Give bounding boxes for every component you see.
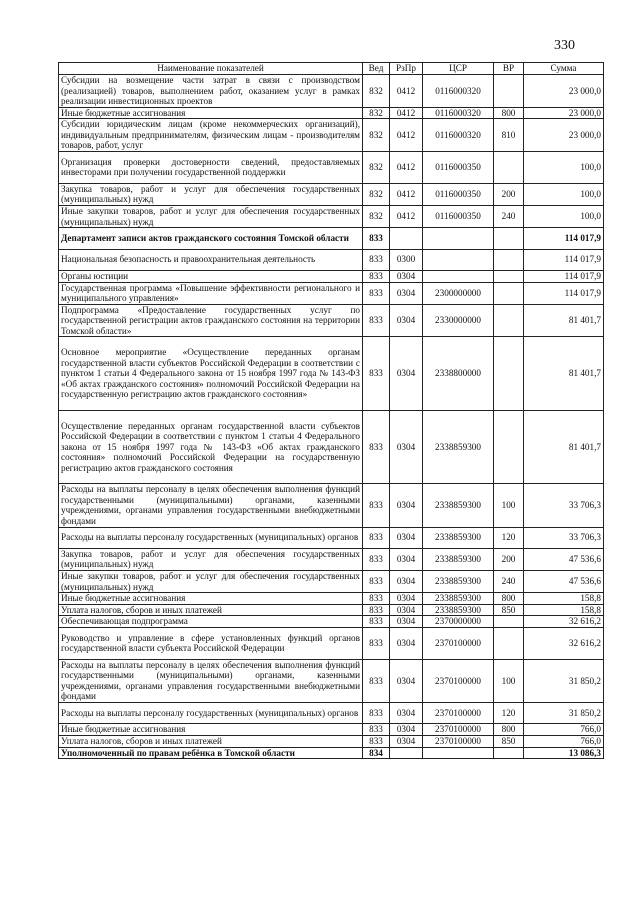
cell-vr: 120	[494, 527, 524, 548]
cell-rzpr: 0304	[390, 604, 423, 616]
cell-rzpr: 0304	[390, 548, 423, 570]
cell-sum: 23 000,0	[524, 119, 604, 152]
cell-rzpr: 0412	[390, 75, 423, 108]
cell-sum: 47 536,6	[524, 571, 604, 593]
table-row	[59, 747, 604, 759]
cell-name: Субсидии на возмещение части затрат в связи с производством (реализацией) товаров, выполнением работ, оказанием услуг в рамках реализации инвестиционных проектов	[59, 75, 363, 108]
cell-rzpr: 0300	[390, 249, 423, 270]
cell-ved: 833	[363, 659, 390, 702]
cell-name: Иные бюджетные ассигнования	[59, 724, 363, 736]
cell-vr: 810	[494, 119, 524, 152]
cell-csr: 0116000320	[423, 119, 494, 152]
cell-sum: 81 401,7	[524, 304, 604, 337]
table-row	[59, 616, 604, 628]
cell-rzpr	[390, 228, 423, 249]
table-row	[59, 228, 604, 249]
cell-ved: 833	[363, 736, 390, 748]
table-row	[59, 593, 604, 605]
cell-name: Иные закупки товаров, работ и услуг для обеспечения государственных (муниципальных) нужд	[59, 571, 363, 593]
table-row	[59, 410, 604, 483]
table-row	[59, 183, 604, 205]
cell-sum: 23 000,0	[524, 107, 604, 119]
cell-ved: 833	[363, 703, 390, 724]
cell-rzpr: 0412	[390, 119, 423, 152]
table-row	[59, 571, 604, 593]
table-row	[59, 107, 604, 119]
cell-rzpr: 0412	[390, 107, 423, 119]
cell-rzpr: 0412	[390, 152, 423, 184]
cell-csr: 2338800000	[423, 337, 494, 410]
cell-rzpr: 0304	[390, 616, 423, 628]
cell-ved: 832	[363, 183, 390, 205]
table-row	[59, 736, 604, 748]
cell-sum: 766,0	[524, 724, 604, 736]
cell-csr: 2338859300	[423, 410, 494, 483]
cell-rzpr: 0304	[390, 337, 423, 410]
cell-ved: 832	[363, 206, 390, 228]
cell-name: Обеспечивающая подпрограмма	[59, 616, 363, 628]
budget-table	[58, 62, 604, 759]
cell-name: Расходы на выплаты персоналу государственных (муниципальных) органов	[59, 703, 363, 724]
cell-vr: 200	[494, 548, 524, 570]
cell-ved: 833	[363, 282, 390, 304]
header-sum: Сумма	[524, 63, 604, 75]
table-row	[59, 270, 604, 282]
cell-csr	[423, 228, 494, 249]
table-row	[59, 703, 604, 724]
cell-vr	[494, 337, 524, 410]
table-body	[59, 75, 604, 759]
cell-csr	[423, 249, 494, 270]
cell-rzpr: 0304	[390, 270, 423, 282]
cell-rzpr: 0304	[390, 410, 423, 483]
cell-sum: 31 850,2	[524, 659, 604, 702]
table-row	[59, 659, 604, 702]
cell-ved: 833	[363, 270, 390, 282]
cell-csr: 2338859300	[423, 604, 494, 616]
cell-name: Департамент записи актов гражданского состояния Томской области	[59, 228, 363, 249]
table-row	[59, 604, 604, 616]
cell-name: Иные закупки товаров, работ и услуг для обеспечения государственных (муниципальных) нужд	[59, 206, 363, 228]
cell-ved: 833	[363, 484, 390, 527]
cell-csr: 2370100000	[423, 659, 494, 702]
cell-name: Уполномоченный по правам ребёнка в Томской области	[59, 747, 363, 759]
cell-vr: 800	[494, 107, 524, 119]
header-name: Наименование показателей	[59, 63, 363, 75]
cell-ved: 833	[363, 627, 390, 659]
cell-ved: 833	[363, 249, 390, 270]
table-row	[59, 119, 604, 152]
table-row	[59, 548, 604, 570]
cell-vr	[494, 228, 524, 249]
header-vr: ВР	[494, 63, 524, 75]
cell-sum: 33 706,3	[524, 484, 604, 527]
cell-csr: 2370100000	[423, 724, 494, 736]
cell-vr: 850	[494, 736, 524, 748]
cell-rzpr: 0304	[390, 736, 423, 748]
cell-ved: 833	[363, 337, 390, 410]
table-row	[59, 152, 604, 184]
cell-name: Субсидии юридическим лицам (кроме некоммерческих организаций), индивидуальным предпринимателям, физическим лицам - производителям товаров, работ, услуг	[59, 119, 363, 152]
cell-rzpr: 0304	[390, 571, 423, 593]
cell-csr: 2338859300	[423, 527, 494, 548]
cell-sum: 81 401,7	[524, 410, 604, 483]
cell-ved: 832	[363, 152, 390, 184]
cell-name: Иные бюджетные ассигнования	[59, 107, 363, 119]
cell-sum: 158,8	[524, 593, 604, 605]
cell-sum: 114 017,9	[524, 249, 604, 270]
cell-csr: 2370100000	[423, 703, 494, 724]
cell-rzpr: 0412	[390, 183, 423, 205]
cell-name: Закупка товаров, работ и услуг для обеспечения государственных (муниципальных) нужд	[59, 183, 363, 205]
cell-sum: 100,0	[524, 183, 604, 205]
table-row	[59, 75, 604, 108]
cell-vr	[494, 747, 524, 759]
cell-name: Основное мероприятие «Осуществление переданных органам государственной власти субъектов Российской Федерации в соответствии с пунктом 1 статьи 4 Федерального закона от 15 ноября 1997 года № 143-ФЗ «Об актах гражданского состояния» полномочий Российской Федерации на государственную регистрацию актов гражданского состояния»	[59, 337, 363, 410]
cell-name: Закупка товаров, работ и услуг для обеспечения государственных (муниципальных) нужд	[59, 548, 363, 570]
cell-sum: 766,0	[524, 736, 604, 748]
cell-rzpr: 0304	[390, 724, 423, 736]
cell-vr	[494, 152, 524, 184]
cell-vr: 800	[494, 724, 524, 736]
cell-sum: 47 536,6	[524, 548, 604, 570]
header-csr: ЦСР	[423, 63, 494, 75]
cell-ved: 833	[363, 527, 390, 548]
cell-csr	[423, 747, 494, 759]
cell-vr	[494, 282, 524, 304]
cell-ved: 833	[363, 571, 390, 593]
cell-vr	[494, 249, 524, 270]
cell-rzpr: 0304	[390, 484, 423, 527]
cell-ved: 833	[363, 304, 390, 337]
cell-vr	[494, 270, 524, 282]
cell-ved: 834	[363, 747, 390, 759]
cell-name: Государственная программа «Повышение эффективности регионального и муниципального управления»	[59, 282, 363, 304]
cell-csr: 2370100000	[423, 736, 494, 748]
cell-sum: 13 086,3	[524, 747, 604, 759]
cell-csr: 0116000350	[423, 183, 494, 205]
cell-sum: 32 616,2	[524, 627, 604, 659]
cell-vr	[494, 410, 524, 483]
cell-rzpr	[390, 747, 423, 759]
cell-csr: 0116000320	[423, 107, 494, 119]
cell-vr	[494, 627, 524, 659]
cell-sum: 23 000,0	[524, 75, 604, 108]
cell-csr: 0116000350	[423, 206, 494, 228]
table-row	[59, 304, 604, 337]
cell-rzpr: 0304	[390, 593, 423, 605]
cell-ved: 832	[363, 119, 390, 152]
cell-csr: 0116000320	[423, 75, 494, 108]
cell-sum: 33 706,3	[524, 527, 604, 548]
cell-ved: 833	[363, 593, 390, 605]
cell-sum: 114 017,9	[524, 270, 604, 282]
table-row	[59, 337, 604, 410]
cell-name: Руководство и управление в сфере установленных функций органов государственной власти субъекта Российской Федерации	[59, 627, 363, 659]
cell-sum: 100,0	[524, 206, 604, 228]
cell-sum: 114 017,9	[524, 228, 604, 249]
table-row	[59, 724, 604, 736]
cell-csr: 2338859300	[423, 548, 494, 570]
cell-ved: 833	[363, 548, 390, 570]
cell-csr: 2370000000	[423, 616, 494, 628]
cell-name: Организация проверки достоверности сведений, предоставляемых инвесторами при получении государственной поддержки	[59, 152, 363, 184]
cell-sum: 158,8	[524, 604, 604, 616]
cell-csr	[423, 270, 494, 282]
cell-name: Осуществление переданных органам государственной власти субъектов Российской Федерации в соответствии с пунктом 1 статьи 4 Федерального закона от 15 ноября 1997 года № 143-ФЗ «Об актах гражданского состояния» полномочий Российской Федерации на государственную регистрацию актов гражданского состояния	[59, 410, 363, 483]
cell-sum: 32 616,2	[524, 616, 604, 628]
cell-vr: 850	[494, 604, 524, 616]
cell-vr: 240	[494, 571, 524, 593]
cell-sum: 114 017,9	[524, 282, 604, 304]
cell-sum: 100,0	[524, 152, 604, 184]
cell-vr	[494, 616, 524, 628]
table-row	[59, 206, 604, 228]
table-row	[59, 282, 604, 304]
cell-name: Расходы на выплаты персоналу государственных (муниципальных) органов	[59, 527, 363, 548]
cell-rzpr: 0412	[390, 206, 423, 228]
cell-csr: 2338859300	[423, 571, 494, 593]
cell-rzpr: 0304	[390, 282, 423, 304]
cell-name: Уплата налогов, сборов и иных платежей	[59, 604, 363, 616]
page-number: 330	[554, 38, 575, 53]
cell-csr: 0116000350	[423, 152, 494, 184]
cell-vr	[494, 75, 524, 108]
cell-rzpr: 0304	[390, 304, 423, 337]
cell-vr: 100	[494, 659, 524, 702]
cell-name: Органы юстиции	[59, 270, 363, 282]
cell-rzpr: 0304	[390, 627, 423, 659]
cell-ved: 833	[363, 410, 390, 483]
table-row	[59, 627, 604, 659]
cell-csr: 2338859300	[423, 593, 494, 605]
cell-vr: 120	[494, 703, 524, 724]
cell-ved: 833	[363, 604, 390, 616]
cell-name: Расходы на выплаты персоналу в целях обеспечения выполнения функций государственными (муниципальными) органами, казенными учреждениями, органами управления государственными внебюджетными фондами	[59, 659, 363, 702]
table-row	[59, 249, 604, 270]
cell-vr: 100	[494, 484, 524, 527]
cell-csr: 2338859300	[423, 484, 494, 527]
cell-ved: 833	[363, 724, 390, 736]
cell-csr: 2330000000	[423, 304, 494, 337]
cell-name: Национальная безопасность и правоохранительная деятельность	[59, 249, 363, 270]
cell-name: Расходы на выплаты персоналу в целях обеспечения выполнения функций государственными (муниципальными) органами, казенными учреждениями, органами управления государственными внебюджетными фондами	[59, 484, 363, 527]
cell-rzpr: 0304	[390, 527, 423, 548]
cell-name: Иные бюджетные ассигнования	[59, 593, 363, 605]
header-ved: Вед	[363, 63, 390, 75]
cell-vr: 240	[494, 206, 524, 228]
table-row	[59, 484, 604, 527]
table-row	[59, 527, 604, 548]
cell-sum: 31 850,2	[524, 703, 604, 724]
cell-rzpr: 0304	[390, 659, 423, 702]
cell-csr: 2300000000	[423, 282, 494, 304]
cell-ved: 833	[363, 228, 390, 249]
cell-vr: 800	[494, 593, 524, 605]
cell-name: Уплата налогов, сборов и иных платежей	[59, 736, 363, 748]
cell-name: Подпрограмма «Предоставление государственных услуг по государственной регистрации актов гражданского состояния на территории Томской области»	[59, 304, 363, 337]
table-header-row	[59, 63, 604, 75]
cell-ved: 833	[363, 616, 390, 628]
cell-vr: 200	[494, 183, 524, 205]
cell-ved: 832	[363, 75, 390, 108]
cell-sum: 81 401,7	[524, 337, 604, 410]
header-rzpr: РзПр	[390, 63, 423, 75]
cell-vr	[494, 304, 524, 337]
cell-rzpr: 0304	[390, 703, 423, 724]
cell-ved: 832	[363, 107, 390, 119]
cell-csr: 2370100000	[423, 627, 494, 659]
